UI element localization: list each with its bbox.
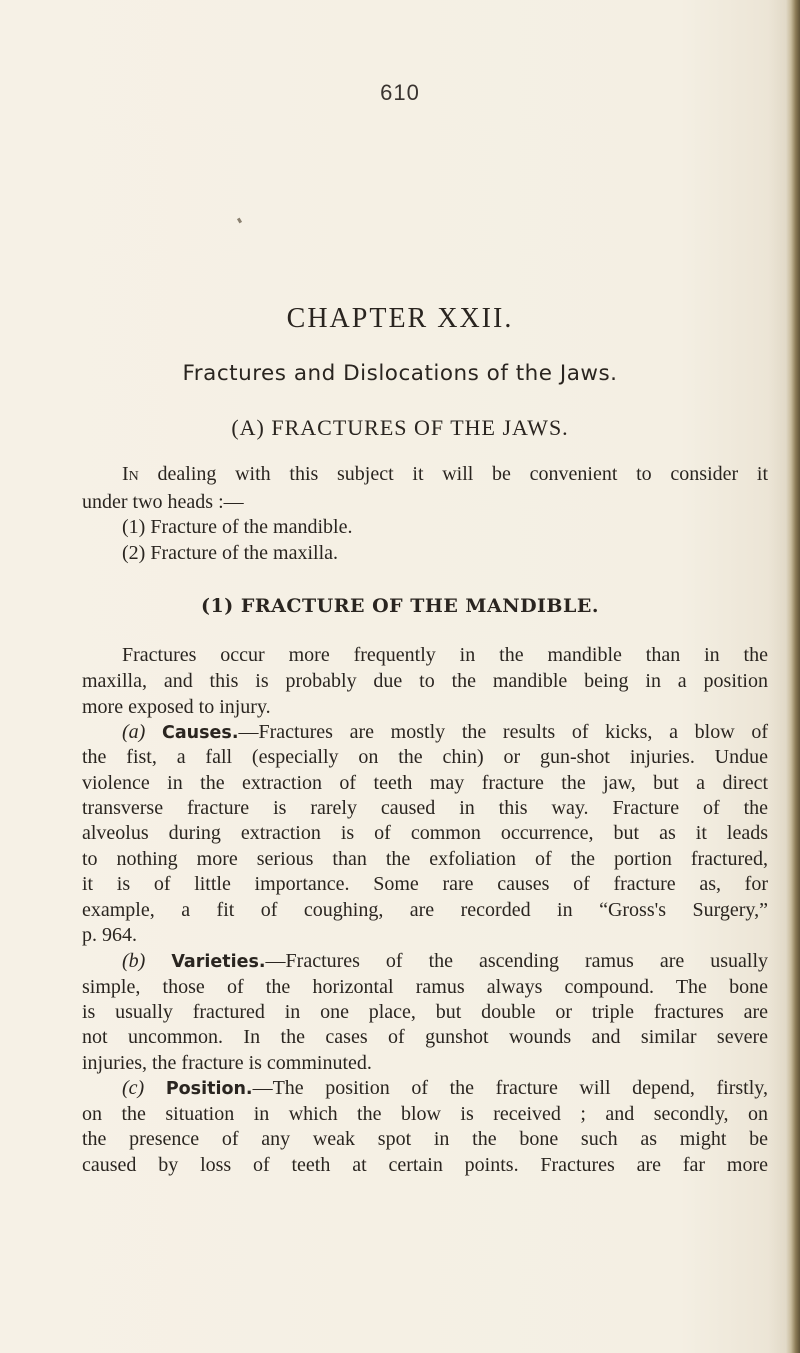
causes-label: Causes. <box>162 723 239 743</box>
intro-lead-word: In <box>122 463 139 485</box>
para1-line: more exposed to injury. <box>82 696 271 718</box>
varieties-line: not uncommon. In the cases of gunshot wounds and similar severe <box>82 1026 768 1048</box>
ink-speck <box>237 218 242 224</box>
position-line-1 <box>122 1076 768 1101</box>
position-line: the presence of any weak spot in the bone such as might be <box>82 1128 768 1150</box>
para1-line: maxilla, and this is probably due to the mandible being in a position <box>82 670 768 692</box>
varieties-line-1 <box>122 949 768 974</box>
causes-line: example, a fit of coughing, are recorded in “Gross's Surgery,” <box>82 899 768 921</box>
list-item-2: (2) Fracture of the maxilla. <box>122 542 339 564</box>
list-item-1: (1) Fracture of the mandible. <box>122 516 353 538</box>
position-line: on the situation in which the blow is received ; and secondly, on <box>82 1103 768 1125</box>
causes-line: to nothing more serious than the exfoliation of the portion fractured, <box>82 848 768 870</box>
position-line: caused by loss of teeth at certain points. Fractures are far more <box>82 1154 768 1176</box>
causes-line: transverse fracture is rarely caused in this way. Fracture of the <box>82 797 768 819</box>
chapter-title: CHAPTER XXII. <box>286 303 514 334</box>
varieties-line: simple, those of the horizontal ramus always compound. The bone <box>82 976 768 998</box>
intro-line-2: under two heads :— <box>82 491 244 513</box>
intro-line-1-text: dealing with this subject it will be convenient to consider it <box>157 463 769 485</box>
causes-line: violence in the extraction of teeth may fracture the jaw, but a direct <box>82 772 768 794</box>
intro-line-1 <box>122 462 768 486</box>
varieties-line: is usually fractured in one place, but double or triple fractures are <box>82 1001 768 1023</box>
varieties-line: injuries, the fracture is comminuted. <box>82 1052 372 1074</box>
causes-line-1 <box>122 720 768 745</box>
position-label: Position. <box>165 1079 253 1099</box>
causes-line: the fist, a fall (especially on the chin) or gun-shot injuries. Undue <box>82 746 768 768</box>
causes-prefix: (a) <box>122 721 146 743</box>
para1-line: Fractures occur more frequently in the mandible than in the <box>122 644 768 666</box>
varieties-prefix: (b) <box>122 950 146 972</box>
section-heading-mandible: (1) FRACTURE OF THE MANDIBLE. <box>201 595 599 617</box>
causes-line: p. 964. <box>82 924 137 946</box>
causes-line: alveolus during extraction is of common occurrence, but as it leads <box>82 822 768 844</box>
causes-line-1-text: —Fractures are mostly the results of kicks, a blow of <box>238 721 768 743</box>
position-prefix: (c) <box>122 1077 145 1099</box>
varieties-label: Varieties. <box>171 952 266 972</box>
page-number: 610 <box>380 80 420 105</box>
causes-line: it is of little importance. Some rare causes of fracture as, for <box>82 873 768 895</box>
page-edge-shadow <box>786 0 800 1353</box>
position-line-1-text: —The position of the fracture will depend, firstly, <box>252 1077 768 1099</box>
chapter-subtitle: Fractures and Dislocations of the Jaws. <box>182 361 618 386</box>
section-heading-a: (A) FRACTURES OF THE JAWS. <box>231 415 569 440</box>
varieties-line-1-text: —Fractures of the ascending ramus are usually <box>265 950 769 972</box>
